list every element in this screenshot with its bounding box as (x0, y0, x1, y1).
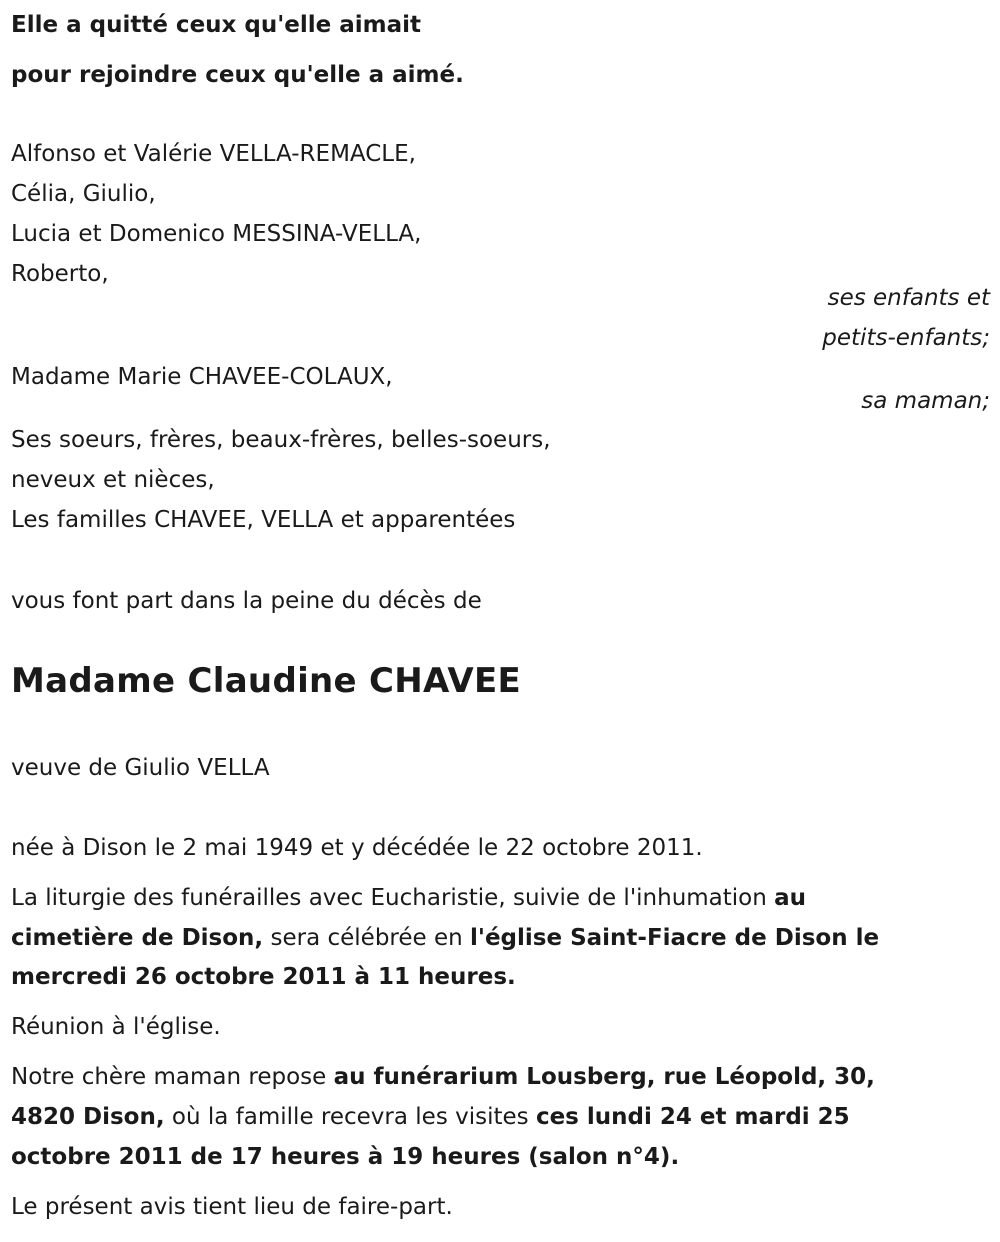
funeral-bold-1: au (774, 885, 807, 911)
mother-role: sa maman; (861, 388, 990, 414)
family-child-1: Alfonso et Valérie VELLA-REMACLE, (11, 141, 416, 167)
funeral-line-1 (11, 883, 806, 913)
funeral-bold-2b: l'église Saint-Fiacre de Dison le (470, 925, 880, 951)
visitation-bold-2b: ces lundi 24 et mardi 25 (535, 1104, 850, 1130)
family-child-3: Lucia et Domenico MESSINA-VELLA, (11, 221, 422, 247)
epigraph-line-1: Elle a quitté ceux qu'elle aimait (11, 12, 422, 38)
visitation-line-3: octobre 2011 de 17 heures à 19 heures (salon n°4). (11, 1144, 680, 1170)
visitation-text-2: où la famille recevra les visites (164, 1104, 536, 1130)
visitation-bold-2a: 4820 Dison, (11, 1104, 165, 1130)
widow-of: veuve de Giulio VELLA (11, 755, 270, 781)
funeral-bold-2a: cimetière de Dison, (11, 925, 264, 951)
children-role-line-2: petits-enfants; (822, 325, 990, 351)
visitation-line-1 (11, 1062, 875, 1092)
family-child-4: Roberto, (11, 261, 109, 287)
meeting-note: Réunion à l'église. (11, 1014, 221, 1040)
family-mother: Madame Marie CHAVEE-COLAUX, (11, 364, 393, 390)
funeral-line-2 (11, 923, 879, 953)
children-role-line-1: ses enfants et (827, 285, 990, 311)
relatives-line-2: neveux et nièces, (11, 467, 215, 493)
relatives-line-3: Les familles CHAVEE, VELLA et apparentées (11, 507, 516, 533)
family-child-2: Célia, Giulio, (11, 181, 156, 207)
closing-note: Le présent avis tient lieu de faire-part. (11, 1194, 453, 1220)
funeral-text-1: La liturgie des funérailles avec Eucharistie, suivie de l'inhumation (11, 885, 775, 911)
birth-death: née à Dison le 2 mai 1949 et y décédée le 22 octobre 2011. (11, 835, 703, 861)
deceased-name: Madame Claudine CHAVEE (11, 661, 522, 701)
visitation-line-2 (11, 1102, 850, 1132)
visitation-text-1: Notre chère maman repose (11, 1064, 334, 1090)
funeral-line-3: mercredi 26 octobre 2011 à 11 heures. (11, 964, 516, 990)
relatives-line-1: Ses soeurs, frères, beaux-frères, belles-soeurs, (11, 427, 551, 453)
visitation-bold-1: au funérarium Lousberg, rue Léopold, 30, (333, 1064, 875, 1090)
funeral-text-2: sera célébrée en (263, 925, 471, 951)
epigraph-line-2: pour rejoindre ceux qu'elle a aimé. (11, 62, 464, 88)
announcement: vous font part dans la peine du décès de (11, 588, 482, 614)
